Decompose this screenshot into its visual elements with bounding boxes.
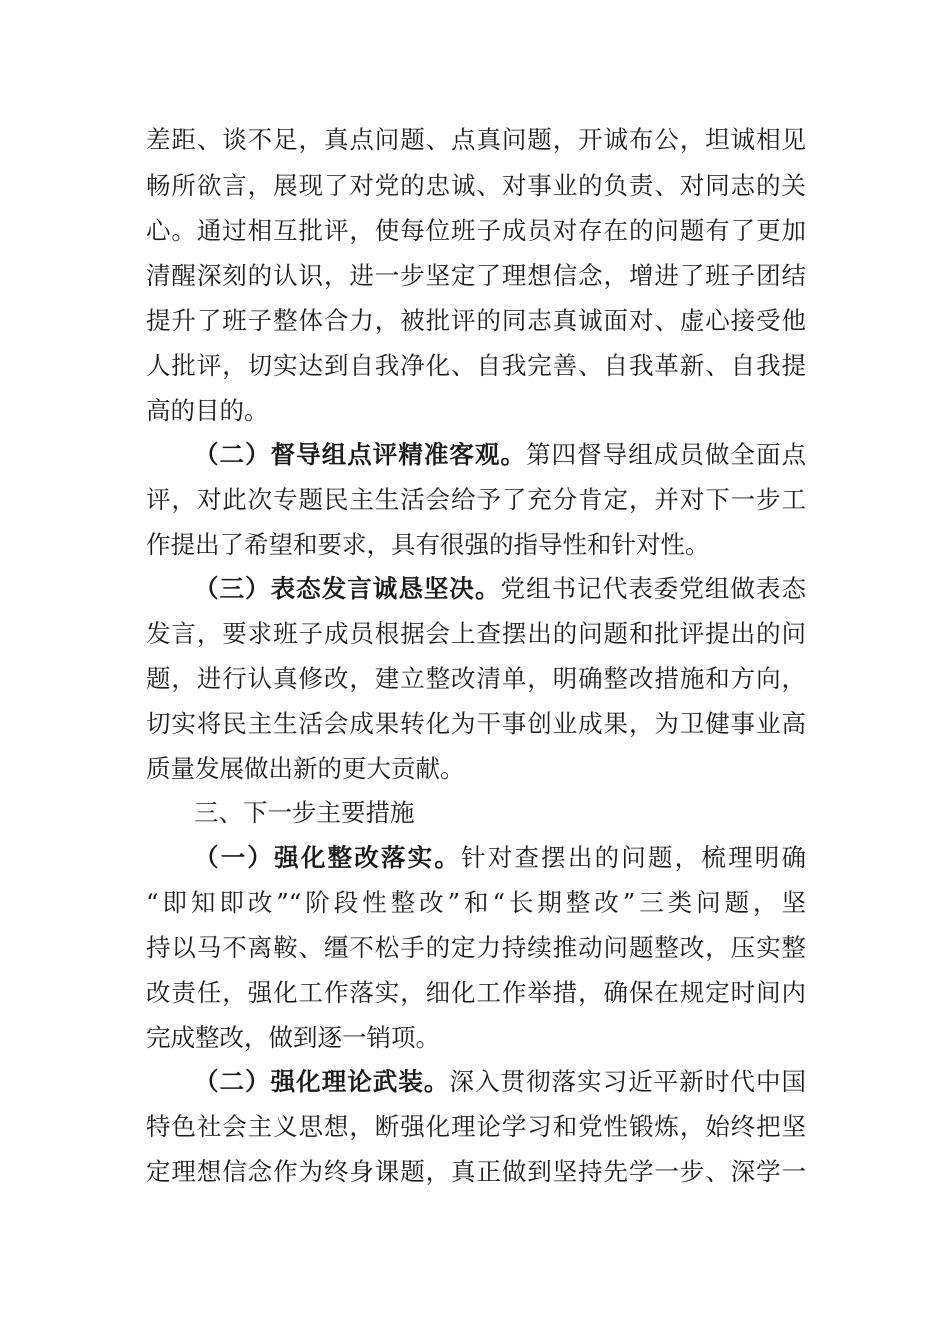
paragraph-line: 完成整改，做到逐一销项。: [146, 1023, 440, 1052]
paragraph-line: 改责任，强化工作落实，细化工作举措，确保在规定时间内: [146, 978, 806, 1007]
subsection-heading: （一）强化整改落实。: [194, 843, 462, 872]
paragraph-line: 定理想信念作为终身课题，真正做到坚持先学一步、深学一: [146, 1157, 806, 1186]
paragraph-first-line: [194, 836, 806, 880]
paragraph-line: “即知即改”“阶段性整改”和“长期整改”三类问题，坚: [146, 888, 806, 917]
paragraph-line: 切实将民主生活会成果转化为干事创业成果，为卫健事业高: [146, 709, 806, 738]
paragraph-line: 心。通过相互批评，使每位班子成员对存在的问题有了更加: [146, 216, 806, 245]
paragraph-line: 清醒深刻的认识，进一步坚定了理想信念，增进了班子团结: [146, 261, 806, 290]
paragraph-line: 特色社会主义思想，断强化理论学习和党性锻炼，始终把坚: [146, 1112, 806, 1141]
paragraph-text: 深入贯彻落实习近平新时代中国: [449, 1067, 807, 1096]
paragraph-text: 针对查摆出的问题，梳理明确: [461, 843, 807, 872]
paragraph-line: 人批评，切实达到自我净化、自我完善、自我革新、自我提: [146, 351, 806, 380]
paragraph-line: 提升了班子整体合力，被批评的同志真诚面对、虚心接受他: [146, 306, 806, 335]
subsection-heading: （三）表态发言诚恳坚决。: [194, 574, 501, 603]
paragraph-line: 题，进行认真修改，建立整改清单，明确整改措施和方向，: [146, 664, 806, 693]
paragraph-text: 党组书记代表委党组做表态: [500, 574, 807, 603]
paragraph-line: 评，对此次专题民主生活会给予了充分肯定，并对下一步工: [146, 485, 806, 514]
paragraph-line: 畅所欲言，展现了对党的忠诚、对事业的负责、对同志的关: [146, 171, 806, 200]
paragraph-line: 作提出了希望和要求，具有很强的指导性和针对性。: [146, 530, 710, 559]
paragraph-first-line: [194, 567, 806, 611]
paragraph-line: 差距、谈不足，真点问题、点真问题，开诚布公，坦诚相见: [146, 125, 806, 154]
paragraph-line: 高的目的。: [146, 396, 269, 425]
paragraph-line: 持以马不离鞍、缰不松手的定力持续推动问题整改，压实整: [146, 933, 806, 962]
paragraph-first-line: [194, 1060, 806, 1104]
subsection-heading: （二）督导组点评精准客观。: [194, 440, 527, 469]
section-heading: 三、下一步主要措施: [194, 798, 415, 827]
paragraph-line: 质量发展做出新的更大贡献。: [146, 754, 465, 783]
paragraph-text: 第四督导组成员做全面点: [526, 440, 807, 469]
paragraph-first-line: [194, 433, 806, 477]
paragraph-line: 发言，要求班子成员根据会上查摆出的问题和批评提出的问: [146, 619, 806, 648]
subsection-heading: （二）强化理论武装。: [194, 1067, 450, 1096]
